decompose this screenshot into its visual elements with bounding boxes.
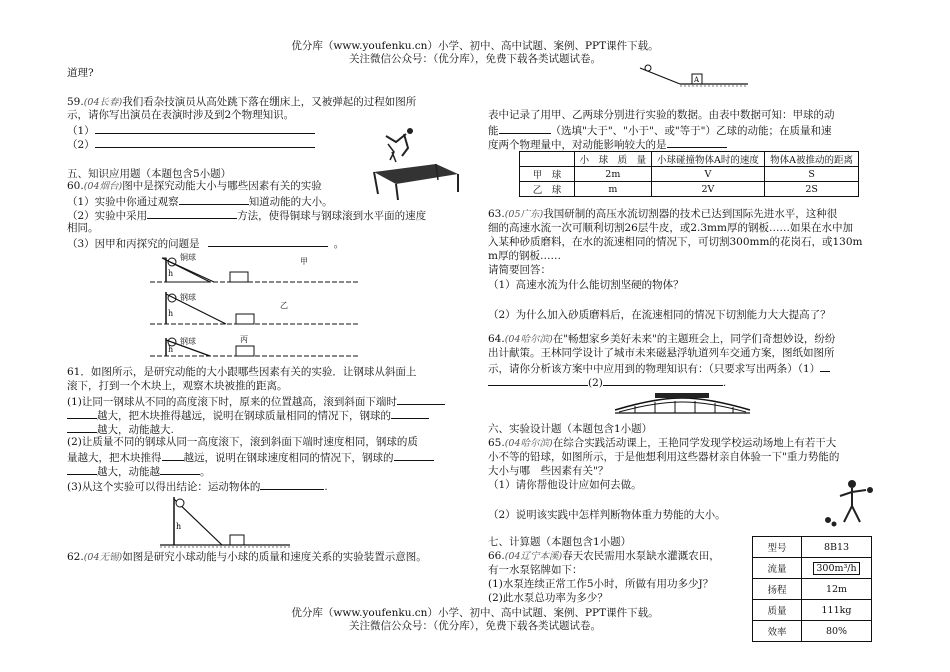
trampoline-bed: [374, 164, 458, 200]
q65-text-1: 在综合实践活动课上，王艳同学发现学校运动场地上有若干大: [552, 437, 837, 449]
q62-blank-1[interactable]: [499, 123, 551, 134]
q61-line-5a: 越大，动能越大.: [97, 424, 174, 436]
q59-item-1-label: （1）: [67, 125, 95, 137]
q63-line-1: [488, 208, 837, 221]
q61-line-3: [67, 394, 445, 409]
q61-line-8b: 。: [200, 466, 211, 478]
q60-item-2: [67, 208, 426, 223]
q62-blank-2[interactable]: [667, 137, 727, 148]
q60-item-2b: 方法，使得铜球与钢球滚到水平面的速度: [237, 210, 427, 222]
q59-number: 59.: [67, 96, 84, 108]
q61-line-9a: (3)从这个实验可以得出结论：运动物体的: [67, 481, 261, 493]
q62-data-table: [519, 151, 859, 197]
section-7-title: 七、计算题（本题包含1小题）: [488, 536, 632, 548]
q59-answer-2-blank[interactable]: [95, 137, 315, 148]
q64-text-1: 在"畅想家乡美好未来"的主题班会上，同学们奇想妙设，纷纷: [552, 333, 836, 345]
q64-line-2: 出计献策。王林同学设计了城市未来磁悬浮轨道列车交通方案，图纸如图所: [488, 347, 835, 359]
q66-number: 66.: [488, 550, 505, 562]
q62-number: 62.: [67, 551, 84, 563]
table-header-blank: [520, 152, 575, 167]
q59-answer-2: [67, 137, 315, 152]
pump-label: 效率: [753, 621, 802, 642]
fig60-label-bing: 丙: [240, 335, 248, 344]
q60-item-3: [67, 236, 344, 251]
fig60-label-yi: 乙: [280, 301, 288, 310]
table-cell: 2m: [575, 167, 652, 182]
q63-text-1: 我国研制的高压水流切割器的技术已达到国际先进水平，这种很: [543, 208, 838, 220]
q61-line-9b: .: [324, 481, 328, 493]
q61-line-5: [67, 422, 174, 437]
q61-blank-4[interactable]: [394, 450, 434, 461]
q65-line-1: [488, 437, 836, 450]
q60-source: (04烟台): [83, 181, 123, 192]
q65-number: 65.: [488, 437, 505, 449]
pump-value: [802, 558, 872, 579]
pump-label: 质量: [753, 600, 802, 621]
fig60-ramp-jia: [150, 252, 360, 282]
q64-line-4: [488, 375, 726, 390]
table-cell: 乙 球: [520, 182, 575, 197]
q60-blank-3[interactable]: [208, 236, 328, 247]
page-header-line-2: 关注微信公众号：（优分库），免费下载各类试题试卷。: [349, 53, 601, 65]
pump-label: 扬程: [753, 579, 802, 600]
fig60-ramp-bing: [150, 335, 360, 356]
fig60-ramps: [150, 252, 375, 362]
q63-line-4: m厚的钢板……: [488, 250, 561, 262]
section-5-title: 五、知识应用题（本题包含5小题）: [67, 168, 232, 180]
q62-source: (04无锡): [83, 552, 123, 563]
table-header-cell: 物体A被推动的距离: [765, 152, 859, 167]
q62-text: 如图是研究小球动能与小球的质量和速度关系的实验装置示意图。: [122, 551, 427, 563]
q62-cont-3: 度两个物理量中，对动能影响较大的是: [488, 139, 667, 151]
trampoline-figure: [366, 128, 464, 200]
q63-item-1: （1）高速水流为什么能切割坚硬的物体？: [488, 279, 684, 291]
q61-blank-3[interactable]: [162, 450, 184, 461]
pump-label: 流量: [753, 558, 802, 579]
q61-line-2: 滚下，打到一个木块上，观察木块被推的距离。: [67, 380, 288, 392]
continued-text: 道理?: [67, 67, 94, 79]
q64-line-3: [488, 361, 830, 376]
q66-item-1: (1)水泵连续正常工作5小时，所做有用功多少J？: [488, 578, 714, 590]
fig60-label-h-1: h: [168, 269, 174, 278]
fig60-label-ball-3: 钢球: [180, 337, 196, 346]
q60-item-1: [67, 194, 333, 209]
table-row: [520, 167, 859, 182]
q63-item-2: （2）为什么加入砂质磨料后，在流速相同的情况下切割能力大大提高了？: [488, 309, 831, 321]
q61-line-1: 61．如图所示，是研究动能的大小跟哪些因素有关的实验．让钢球从斜面上: [67, 366, 417, 378]
q62-cont-2b: （选填"大于"、"小于"、或"等于"）乙球的动能；在质量和速: [550, 125, 832, 137]
fig62-ramp: [640, 64, 750, 88]
fig60-ramp-yi: [150, 292, 360, 324]
q60-text-1: 图中是探究动能大小与哪些因素有关的实验: [122, 180, 322, 192]
q61-blank-6[interactable]: [260, 479, 324, 490]
q63-line-3: 入某种砂质磨料，在水的流速相同的情况下，可切割300mm的花岗石，或130m: [488, 236, 863, 248]
q65-line-2: 小不等的铅球，如图所示，于是他想利用这些器材亲自体验一下"重力势能的: [488, 451, 840, 463]
table-row: [753, 558, 872, 579]
acrobat-figure: [386, 128, 413, 162]
table-row: [520, 182, 859, 197]
q66-source: (04辽宁本溪): [504, 551, 563, 562]
table-header-cell: 小 球 质 量: [575, 152, 652, 167]
q59-text-1: 我们看杂技演员从高处跳下落在绷床上，又被弹起的过程如图所: [122, 96, 417, 108]
q62-line-1: [67, 551, 427, 564]
q60-blank-1[interactable]: [179, 194, 249, 205]
q62-cont-2a: 能: [488, 125, 499, 137]
page-footer-line-2: 关注微信公众号：（优分库），免费下载各类试题试卷。: [349, 620, 601, 632]
fig60-label-h-2: h: [168, 309, 174, 318]
table-cell: S: [765, 167, 859, 182]
pump-label: 型号: [753, 537, 802, 558]
page-header-line-1: 优分库（www.youfenku.cn）小学、初中、高中试题、案例、PPT课件下载。: [291, 40, 659, 52]
q61-line-4a: 越大，把木块推得越远，说明在钢球质量相同的情况下，钢球的: [97, 410, 391, 422]
fig60-label-h-3: h: [168, 345, 174, 354]
q64-blank-1b[interactable]: [488, 375, 588, 386]
table-cell: V: [651, 167, 765, 182]
q60-line-1: [67, 180, 322, 193]
q59-line-1: [67, 96, 416, 109]
q61-blank-2b[interactable]: [67, 422, 97, 433]
q59-answer-1-blank[interactable]: [95, 123, 315, 134]
q60-item-2a: （2）实验中采用: [67, 210, 148, 222]
table-cell: m: [575, 182, 652, 197]
q64-number: 64.: [488, 333, 505, 345]
q63-line-2: 细的高速水流一次可顺利切割26层牛皮，或2.3mm厚的钢板……如果在水中加: [488, 222, 853, 234]
fig60-label-ball-2: 钢球: [180, 293, 196, 302]
q62-cont-line-3: [488, 137, 727, 152]
q60-number: 60.: [67, 180, 84, 192]
page-footer-line-1: 优分库（www.youfenku.cn）小学、初中、高中试题、案例、PPT课件下载。: [291, 607, 659, 619]
q62-cont-line-1: 表中记录了用甲、乙两球分别进行实验的数据。由表中数据可知：甲球的动: [488, 109, 835, 121]
q60-item-3b: 。: [333, 238, 345, 250]
q60-item-2c: 相同。: [67, 222, 99, 234]
q66-line-2: 有一水泵铭牌如下：: [488, 564, 583, 576]
fig61-ramp: [160, 497, 300, 549]
fig62-label-a: A: [694, 76, 700, 84]
q64-line-4c: .: [722, 377, 727, 389]
q61-line-6: (2)让质量不同的钢球从同一高度滚下，滚到斜面下端时速度相同，钢球的质: [67, 436, 418, 448]
q59-item-2-label: （2）: [67, 139, 95, 151]
table-row: [753, 579, 872, 600]
q64-source: (04哈尔滨): [504, 334, 553, 345]
table-cell: 甲 球: [520, 167, 575, 182]
q64-line-1: [488, 333, 835, 346]
pump-value: 111kg: [802, 600, 872, 621]
q63-number: 63.: [488, 208, 505, 220]
q61-line-7: [67, 450, 434, 465]
q59-source: (04长春): [83, 97, 123, 108]
q59-text-2: 示，请你写出演员在表演时涉及到2个物理知识。: [67, 109, 295, 121]
q64-line-4b: (2): [588, 377, 603, 389]
q59-answer-1: [67, 123, 315, 138]
q61-line-7a: 量越大，把木块推得: [67, 452, 162, 464]
section-6-title: 六、实验设计题（本题包含1小题）: [488, 423, 653, 435]
q60-item-1b: 知道动能的大小。: [248, 196, 333, 208]
q65-item-1: （1）请你帮他设计应如何去做。: [488, 479, 642, 491]
q60-item-1a: （1）实验中你通过观察: [67, 196, 179, 208]
q64-blank-2[interactable]: [603, 375, 723, 386]
q60-blank-2[interactable]: [147, 208, 237, 219]
pump-value: 80%: [802, 621, 872, 642]
table-row: [753, 537, 872, 558]
q66-line-1: [488, 550, 720, 563]
pump-value: 8B13: [802, 537, 872, 558]
q61-line-7b: 越远，说明在钢球速度相同的情况下，钢球的: [183, 452, 394, 464]
q61-blank-2[interactable]: [391, 408, 429, 419]
q61-line-4: [67, 408, 429, 423]
q64-blank-1[interactable]: [820, 361, 830, 372]
q66-item-2: (2)此水泵总功率为多少？: [488, 592, 608, 604]
q65-source: (04哈尔滨): [504, 438, 553, 449]
shot-put-figure: [822, 478, 880, 528]
q64-line-3a: 示，请你分析该方案中中应用到的物理知识有：（只要求写出两条）（1）: [488, 363, 821, 375]
pump-flow-value: 300m³/h: [813, 562, 859, 575]
q61-blank-4b[interactable]: [67, 464, 97, 475]
table-header-row: [520, 152, 859, 167]
pump-value: 12m: [802, 579, 872, 600]
q65-line-3: 大小与哪 些因素有关"？: [488, 465, 609, 477]
q60-item-3a: （3）因甲和丙探究的问题是: [67, 238, 200, 250]
fig60-label-jia: 甲: [300, 257, 308, 266]
q63-line-5: 请简要回答：: [488, 264, 551, 276]
q61-line-3a: (1)让同一钢球从不同的高度滚下时，原来的位置越高，滚到斜面下端时: [67, 396, 397, 408]
table-cell: 2S: [765, 182, 859, 197]
fig60-label-ball-1: 铜球: [180, 253, 196, 262]
q61-blank-1[interactable]: [397, 394, 445, 405]
q66-text-1: 春天农民需用水泵缺水灌溉农田，: [562, 550, 720, 562]
table-header-cell: 小球碰撞物体A时的速度: [651, 152, 765, 167]
fig61-label-h: h: [176, 522, 182, 531]
maglev-track-figure: [615, 392, 750, 414]
q61-blank-1b[interactable]: [67, 408, 97, 419]
table-cell: 2V: [651, 182, 765, 197]
q61-blank-5[interactable]: [160, 464, 200, 475]
q61-line-8a: 越大，动能越: [97, 466, 160, 478]
q63-source: (05广东): [504, 209, 544, 220]
q61-line-8: [67, 464, 211, 479]
q62-cont-line-2: [488, 123, 831, 138]
q61-line-9: [67, 479, 328, 494]
q65-item-2: （2）说明该实践中怎样判断物体重力势能的大小。: [488, 509, 726, 521]
